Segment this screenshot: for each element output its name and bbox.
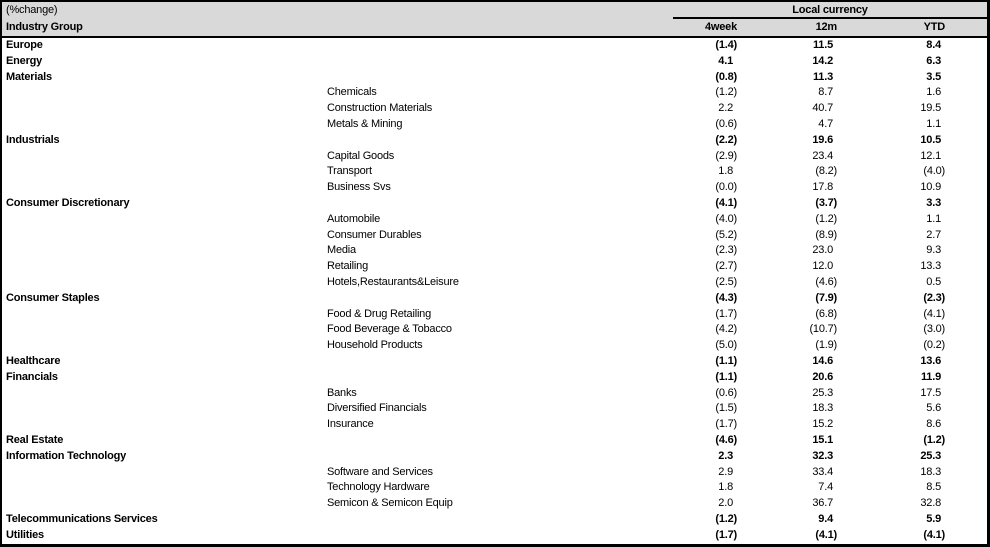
value-ytd: 11.9 [920, 370, 941, 383]
table-row [2, 307, 987, 323]
row-spacer [945, 496, 987, 512]
value-ytd: 10.5 [920, 133, 941, 146]
table-row [2, 465, 987, 481]
row-spacer [945, 149, 987, 165]
value-4week: 1.8 [718, 165, 733, 178]
value-ytd: (0.2) [923, 339, 945, 352]
industry-label: Financials [6, 370, 58, 383]
industry-label: Business Svs [327, 181, 391, 194]
industry-label: Transport [327, 165, 372, 178]
value-ytd: 0.5 [926, 275, 941, 288]
industry-label: Consumer Durables [327, 228, 422, 241]
value-ytd: 3.5 [926, 70, 941, 83]
industry-label: Retailing [327, 260, 369, 273]
value-ytd: 6.3 [926, 54, 941, 67]
value-12m: 15.2 [812, 418, 833, 431]
table-row [2, 259, 987, 275]
value-4week: (4.3) [715, 291, 737, 304]
value-4week: (1.4) [715, 39, 737, 51]
value-12m: 23.0 [812, 244, 833, 257]
table-row [2, 38, 987, 54]
table-row [2, 528, 987, 544]
industry-label: Food & Drug Retailing [327, 307, 432, 320]
table-row [2, 496, 987, 512]
table-row [2, 338, 987, 354]
industry-label: Chemicals [327, 86, 377, 99]
row-spacer [945, 417, 987, 433]
value-ytd: 13.3 [920, 260, 941, 273]
column-header-4week: 4week [704, 21, 737, 33]
value-ytd: (4.0) [923, 165, 945, 178]
value-ytd: 25.3 [920, 449, 941, 462]
value-12m: 19.6 [812, 133, 833, 146]
value-12m: 33.4 [812, 465, 833, 478]
row-spacer [945, 386, 987, 402]
industry-label: Information Technology [6, 449, 127, 462]
row-spacer [945, 212, 987, 228]
industry-label: Telecommunications Services [6, 512, 158, 525]
value-4week: (0.0) [715, 181, 737, 194]
value-4week: 2.3 [718, 449, 733, 462]
industry-label: Materials [6, 70, 52, 83]
table-row [2, 291, 987, 307]
table-row [2, 417, 987, 433]
industry-label: Automobile [327, 212, 381, 225]
value-4week: (1.1) [715, 370, 737, 383]
table-row [2, 386, 987, 402]
industry-label: Insurance [327, 418, 374, 431]
row-spacer [945, 38, 987, 54]
row-spacer [945, 54, 987, 70]
row-spacer [945, 291, 987, 307]
row-spacer [945, 433, 987, 449]
table-row [2, 480, 987, 496]
industry-label: Software and Services [327, 465, 433, 478]
industry-label: Consumer Staples [6, 291, 100, 304]
value-4week: (1.2) [715, 86, 737, 99]
table-row [2, 212, 987, 228]
value-ytd: 8.6 [926, 418, 941, 431]
value-4week: (1.1) [715, 354, 737, 367]
table-body [2, 38, 987, 544]
industry-label: Capital Goods [327, 149, 395, 162]
value-ytd: (2.3) [923, 291, 945, 304]
value-4week: (2.9) [715, 149, 737, 162]
industry-label: Food Beverage & Tobacco [327, 323, 452, 336]
value-4week: (1.2) [715, 512, 737, 525]
row-spacer [945, 322, 987, 338]
column-header-ytd: YTD [923, 21, 945, 33]
table-row [2, 354, 987, 370]
value-12m: 40.7 [812, 102, 833, 115]
table-row [2, 401, 987, 417]
value-ytd: 32.8 [920, 497, 941, 510]
table-header [2, 2, 987, 38]
value-ytd: (1.2) [923, 433, 945, 446]
table-row [2, 449, 987, 465]
value-12m: (7.9) [815, 291, 837, 304]
value-4week: (1.7) [715, 307, 737, 320]
industry-label: Real Estate [6, 433, 64, 446]
table-row [2, 85, 987, 101]
row-spacer [945, 528, 987, 544]
table-row [2, 149, 987, 165]
table-row [2, 54, 987, 70]
table-row [2, 101, 987, 117]
value-12m: 17.8 [812, 181, 833, 194]
value-12m: 18.3 [812, 402, 833, 415]
value-ytd: (3.0) [923, 323, 945, 336]
value-ytd: 18.3 [920, 465, 941, 478]
table-row [2, 370, 987, 386]
value-4week: (2.2) [715, 133, 737, 146]
value-4week: (5.0) [715, 339, 737, 352]
value-ytd: 10.9 [920, 181, 941, 194]
row-spacer [945, 101, 987, 117]
table-row [2, 133, 987, 149]
value-12m: (4.6) [815, 275, 837, 288]
value-4week: (0.6) [715, 386, 737, 399]
value-12m: 9.4 [818, 512, 833, 525]
value-4week: 2.2 [718, 102, 733, 115]
value-4week: 4.1 [718, 54, 733, 67]
row-spacer [945, 370, 987, 386]
value-12m: 12.0 [812, 260, 833, 273]
value-12m: (1.2) [815, 212, 837, 225]
industry-group-column-header: Industry Group [6, 21, 83, 33]
value-12m: (1.9) [815, 339, 837, 352]
table-row [2, 512, 987, 528]
value-ytd: 13.6 [920, 354, 941, 367]
table-row [2, 433, 987, 449]
industry-label: Hotels,Restaurants&Leisure [327, 275, 459, 288]
row-spacer [945, 196, 987, 212]
value-ytd: 8.4 [926, 39, 941, 51]
value-4week: (1.7) [715, 528, 737, 541]
industry-label: Consumer Discretionary [6, 196, 130, 209]
row-spacer [945, 243, 987, 259]
table-row [2, 196, 987, 212]
row-spacer [945, 133, 987, 149]
value-ytd: 1.1 [926, 117, 941, 130]
column-header-12m: 12m [815, 21, 837, 33]
table-row [2, 117, 987, 133]
value-12m: (8.9) [815, 228, 837, 241]
industry-label: Metals & Mining [327, 117, 403, 130]
value-4week: (4.0) [715, 212, 737, 225]
value-12m: (4.1) [815, 528, 837, 541]
row-spacer [945, 338, 987, 354]
industry-label: Semicon & Semicon Equip [327, 497, 453, 510]
value-ytd: 1.6 [926, 86, 941, 99]
table-row [2, 322, 987, 338]
value-4week: (4.1) [715, 196, 737, 209]
industry-label: Technology Hardware [327, 481, 430, 494]
industry-label: Household Products [327, 339, 423, 352]
row-spacer [945, 164, 987, 180]
percent-change-label: (%change) [6, 4, 58, 16]
value-12m: 32.3 [812, 449, 833, 462]
header-row-top [2, 2, 987, 19]
value-ytd: 12.1 [920, 149, 941, 162]
row-spacer [945, 512, 987, 528]
value-12m: (3.7) [815, 196, 837, 209]
table-row [2, 228, 987, 244]
value-12m: 36.7 [812, 497, 833, 510]
value-12m: (10.7) [809, 323, 837, 336]
local-currency-group-header: Local currency [673, 2, 987, 19]
row-spacer [945, 449, 987, 465]
value-ytd: 17.5 [920, 386, 941, 399]
row-spacer [945, 259, 987, 275]
value-12m: 11.3 [812, 70, 833, 83]
industry-label: Energy [6, 54, 43, 67]
value-4week: 2.9 [718, 465, 733, 478]
value-ytd: 9.3 [926, 244, 941, 257]
value-4week: (2.3) [715, 244, 737, 257]
value-4week: (4.6) [715, 433, 737, 446]
row-spacer [945, 480, 987, 496]
value-12m: 23.4 [812, 149, 833, 162]
value-ytd: 5.9 [926, 512, 941, 525]
header-spacer [945, 19, 987, 36]
table-row [2, 164, 987, 180]
industry-label: Europe [6, 39, 43, 51]
value-12m: 7.4 [818, 481, 833, 494]
table-row [2, 275, 987, 291]
value-12m: 11.5 [812, 39, 833, 51]
value-12m: 15.1 [812, 433, 833, 446]
row-spacer [945, 307, 987, 323]
value-4week: (0.8) [715, 70, 737, 83]
value-4week: (2.5) [715, 275, 737, 288]
row-spacer [945, 117, 987, 133]
value-ytd: (4.1) [923, 307, 945, 320]
industry-label: Media [327, 244, 356, 257]
industry-label: Healthcare [6, 354, 61, 367]
table-row [2, 180, 987, 196]
value-4week: 2.0 [718, 497, 733, 510]
value-ytd: 1.1 [926, 212, 941, 225]
value-12m: (6.8) [815, 307, 837, 320]
value-4week: (4.2) [715, 323, 737, 336]
value-ytd: 19.5 [920, 102, 941, 115]
industry-label: Construction Materials [327, 102, 433, 115]
value-ytd: 8.5 [926, 481, 941, 494]
value-4week: (2.7) [715, 260, 737, 273]
value-4week: (1.7) [715, 418, 737, 431]
value-12m: 4.7 [818, 117, 833, 130]
row-spacer [945, 275, 987, 291]
row-spacer [945, 228, 987, 244]
value-4week: 1.8 [718, 481, 733, 494]
row-spacer [945, 70, 987, 86]
value-12m: 14.2 [812, 54, 833, 67]
value-ytd: 3.3 [926, 196, 941, 209]
value-12m: (8.2) [815, 165, 837, 178]
value-4week: (5.2) [715, 228, 737, 241]
industry-label: Utilities [6, 528, 44, 541]
row-spacer [945, 180, 987, 196]
value-12m: 25.3 [812, 386, 833, 399]
industry-label: Diversified Financials [327, 402, 427, 415]
row-spacer [945, 401, 987, 417]
industry-label: Banks [327, 386, 357, 399]
row-spacer [945, 465, 987, 481]
value-ytd: 5.6 [926, 402, 941, 415]
table-row [2, 243, 987, 259]
value-4week: (1.5) [715, 402, 737, 415]
value-12m: 8.7 [818, 86, 833, 99]
table-row [2, 70, 987, 86]
industry-label: Industrials [6, 133, 60, 146]
value-ytd: (4.1) [923, 528, 945, 541]
value-4week: (0.6) [715, 117, 737, 130]
value-12m: 14.6 [812, 354, 833, 367]
value-12m: 20.6 [812, 370, 833, 383]
row-spacer [945, 85, 987, 101]
row-spacer [945, 354, 987, 370]
value-ytd: 2.7 [926, 228, 941, 241]
header-row-columns [2, 19, 987, 36]
